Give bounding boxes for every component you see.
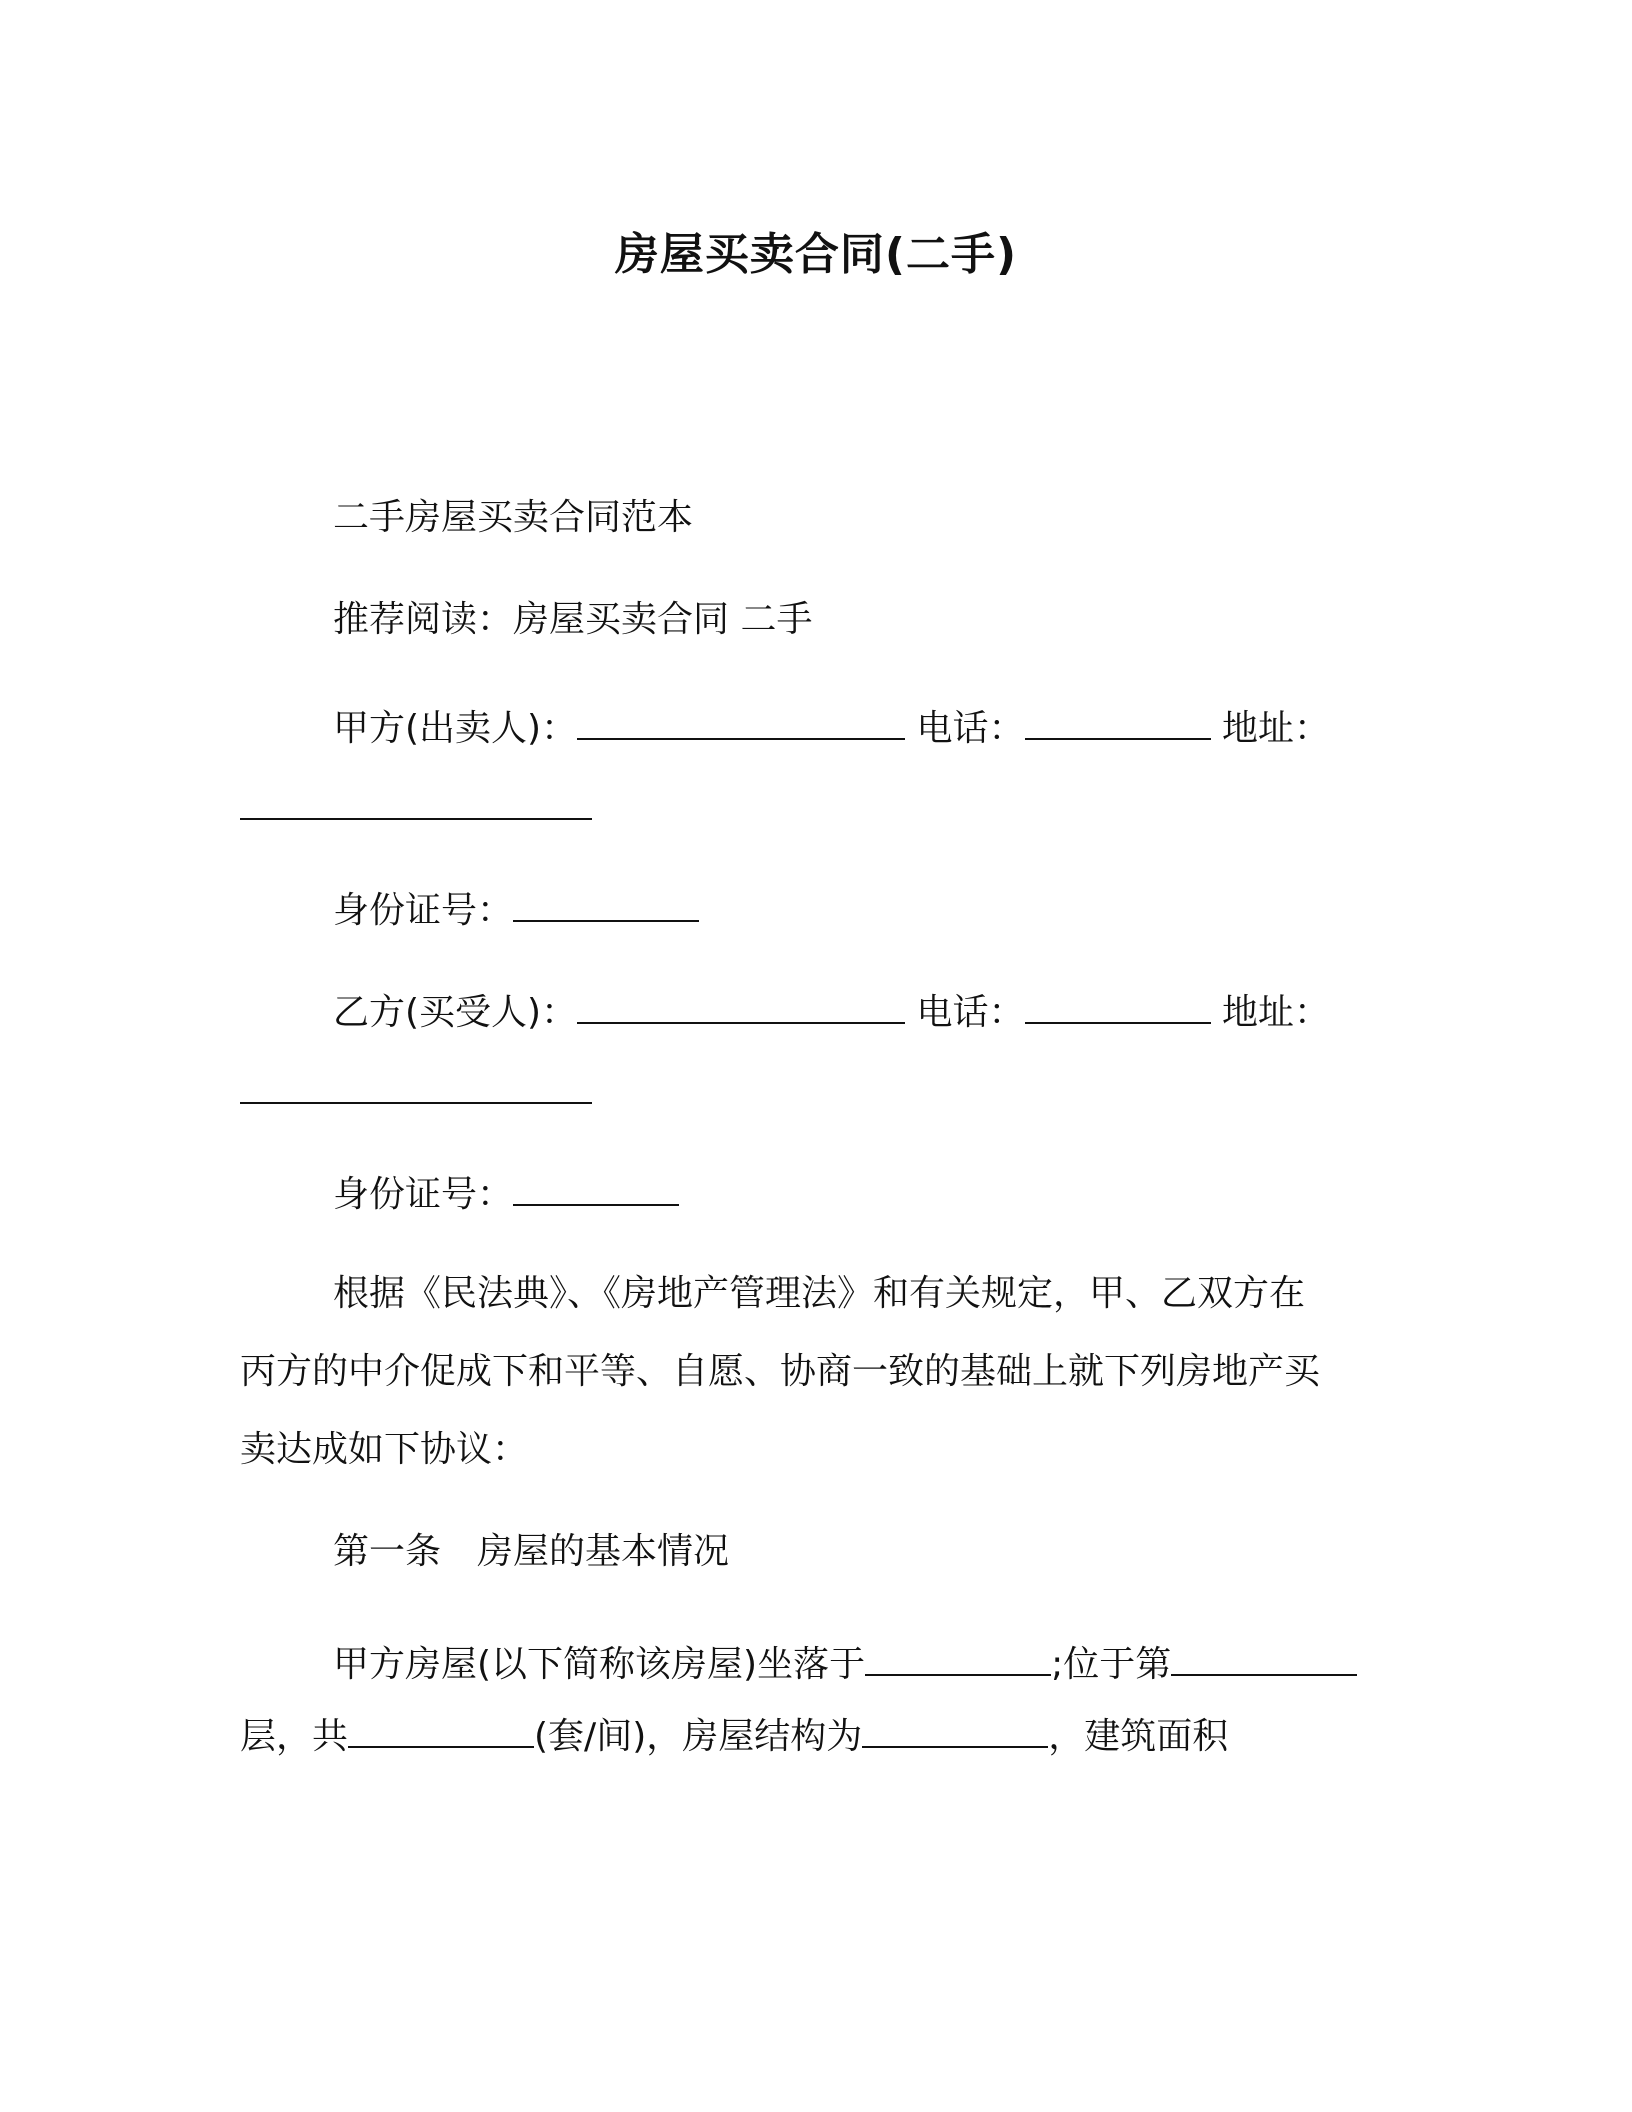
article-1-heading: 第一条 房屋的基本情况 xyxy=(333,1531,730,1572)
party-a-address-line xyxy=(240,784,592,831)
party-b-phone-label: 电话： xyxy=(916,992,1025,1033)
party-a-id-blank[interactable] xyxy=(513,886,699,922)
article-1-line-1 xyxy=(333,1640,1357,1687)
party-b-id-blank[interactable] xyxy=(513,1170,679,1206)
party-b-address-label: 地址： xyxy=(1222,992,1331,1033)
party-a-phone-blank[interactable] xyxy=(1025,704,1211,740)
party-a-id-line xyxy=(333,886,699,933)
party-a-line xyxy=(333,704,1330,751)
party-a-address-blank[interactable] xyxy=(240,784,592,820)
article-1-structure-label: (套/间)，房屋结构为 xyxy=(534,1716,863,1757)
article-1-location-label: 甲方房屋(以下简称该房屋)坐落于 xyxy=(333,1644,866,1685)
location-blank[interactable] xyxy=(865,1640,1051,1676)
intro-line-3: 卖达成如下协议： xyxy=(240,1429,529,1470)
article-1-floor-label: ;位于第 xyxy=(1051,1644,1172,1685)
party-a-phone-label: 电话： xyxy=(916,708,1025,749)
units-blank[interactable] xyxy=(348,1712,534,1748)
document-title: 房屋买卖合同(二手) xyxy=(614,229,1018,280)
party-b-name-blank[interactable] xyxy=(577,988,905,1024)
party-b-label: 乙方(买受人)： xyxy=(333,992,578,1033)
intro-line-2: 丙方的中介促成下和平等、自愿、协商一致的基础上就下列房地产买 xyxy=(240,1351,1321,1392)
party-b-address-blank[interactable] xyxy=(240,1068,592,1104)
article-1-area-label: ，建筑面积 xyxy=(1048,1716,1229,1757)
party-b-id-line xyxy=(333,1170,679,1217)
floor-blank[interactable] xyxy=(1171,1640,1357,1676)
article-1-total-label: 层，共 xyxy=(240,1716,349,1757)
party-b-id-label: 身份证号： xyxy=(333,1174,514,1215)
structure-blank[interactable] xyxy=(862,1712,1048,1748)
party-a-id-label: 身份证号： xyxy=(333,890,514,931)
intro-line-1: 根据《民法典》、《房地产管理法》和有关规定，甲、乙双方在 xyxy=(333,1273,1306,1314)
party-b-address-line xyxy=(240,1068,592,1115)
party-a-label: 甲方(出卖人)： xyxy=(333,708,578,749)
recommend-reading: 推荐阅读：房屋买卖合同 二手 xyxy=(333,599,813,640)
article-1-line-2 xyxy=(240,1712,1228,1759)
subtitle: 二手房屋买卖合同范本 xyxy=(333,497,694,538)
party-b-line xyxy=(333,988,1330,1035)
party-a-address-label: 地址： xyxy=(1222,708,1331,749)
party-a-name-blank[interactable] xyxy=(577,704,905,740)
party-b-phone-blank[interactable] xyxy=(1025,988,1211,1024)
